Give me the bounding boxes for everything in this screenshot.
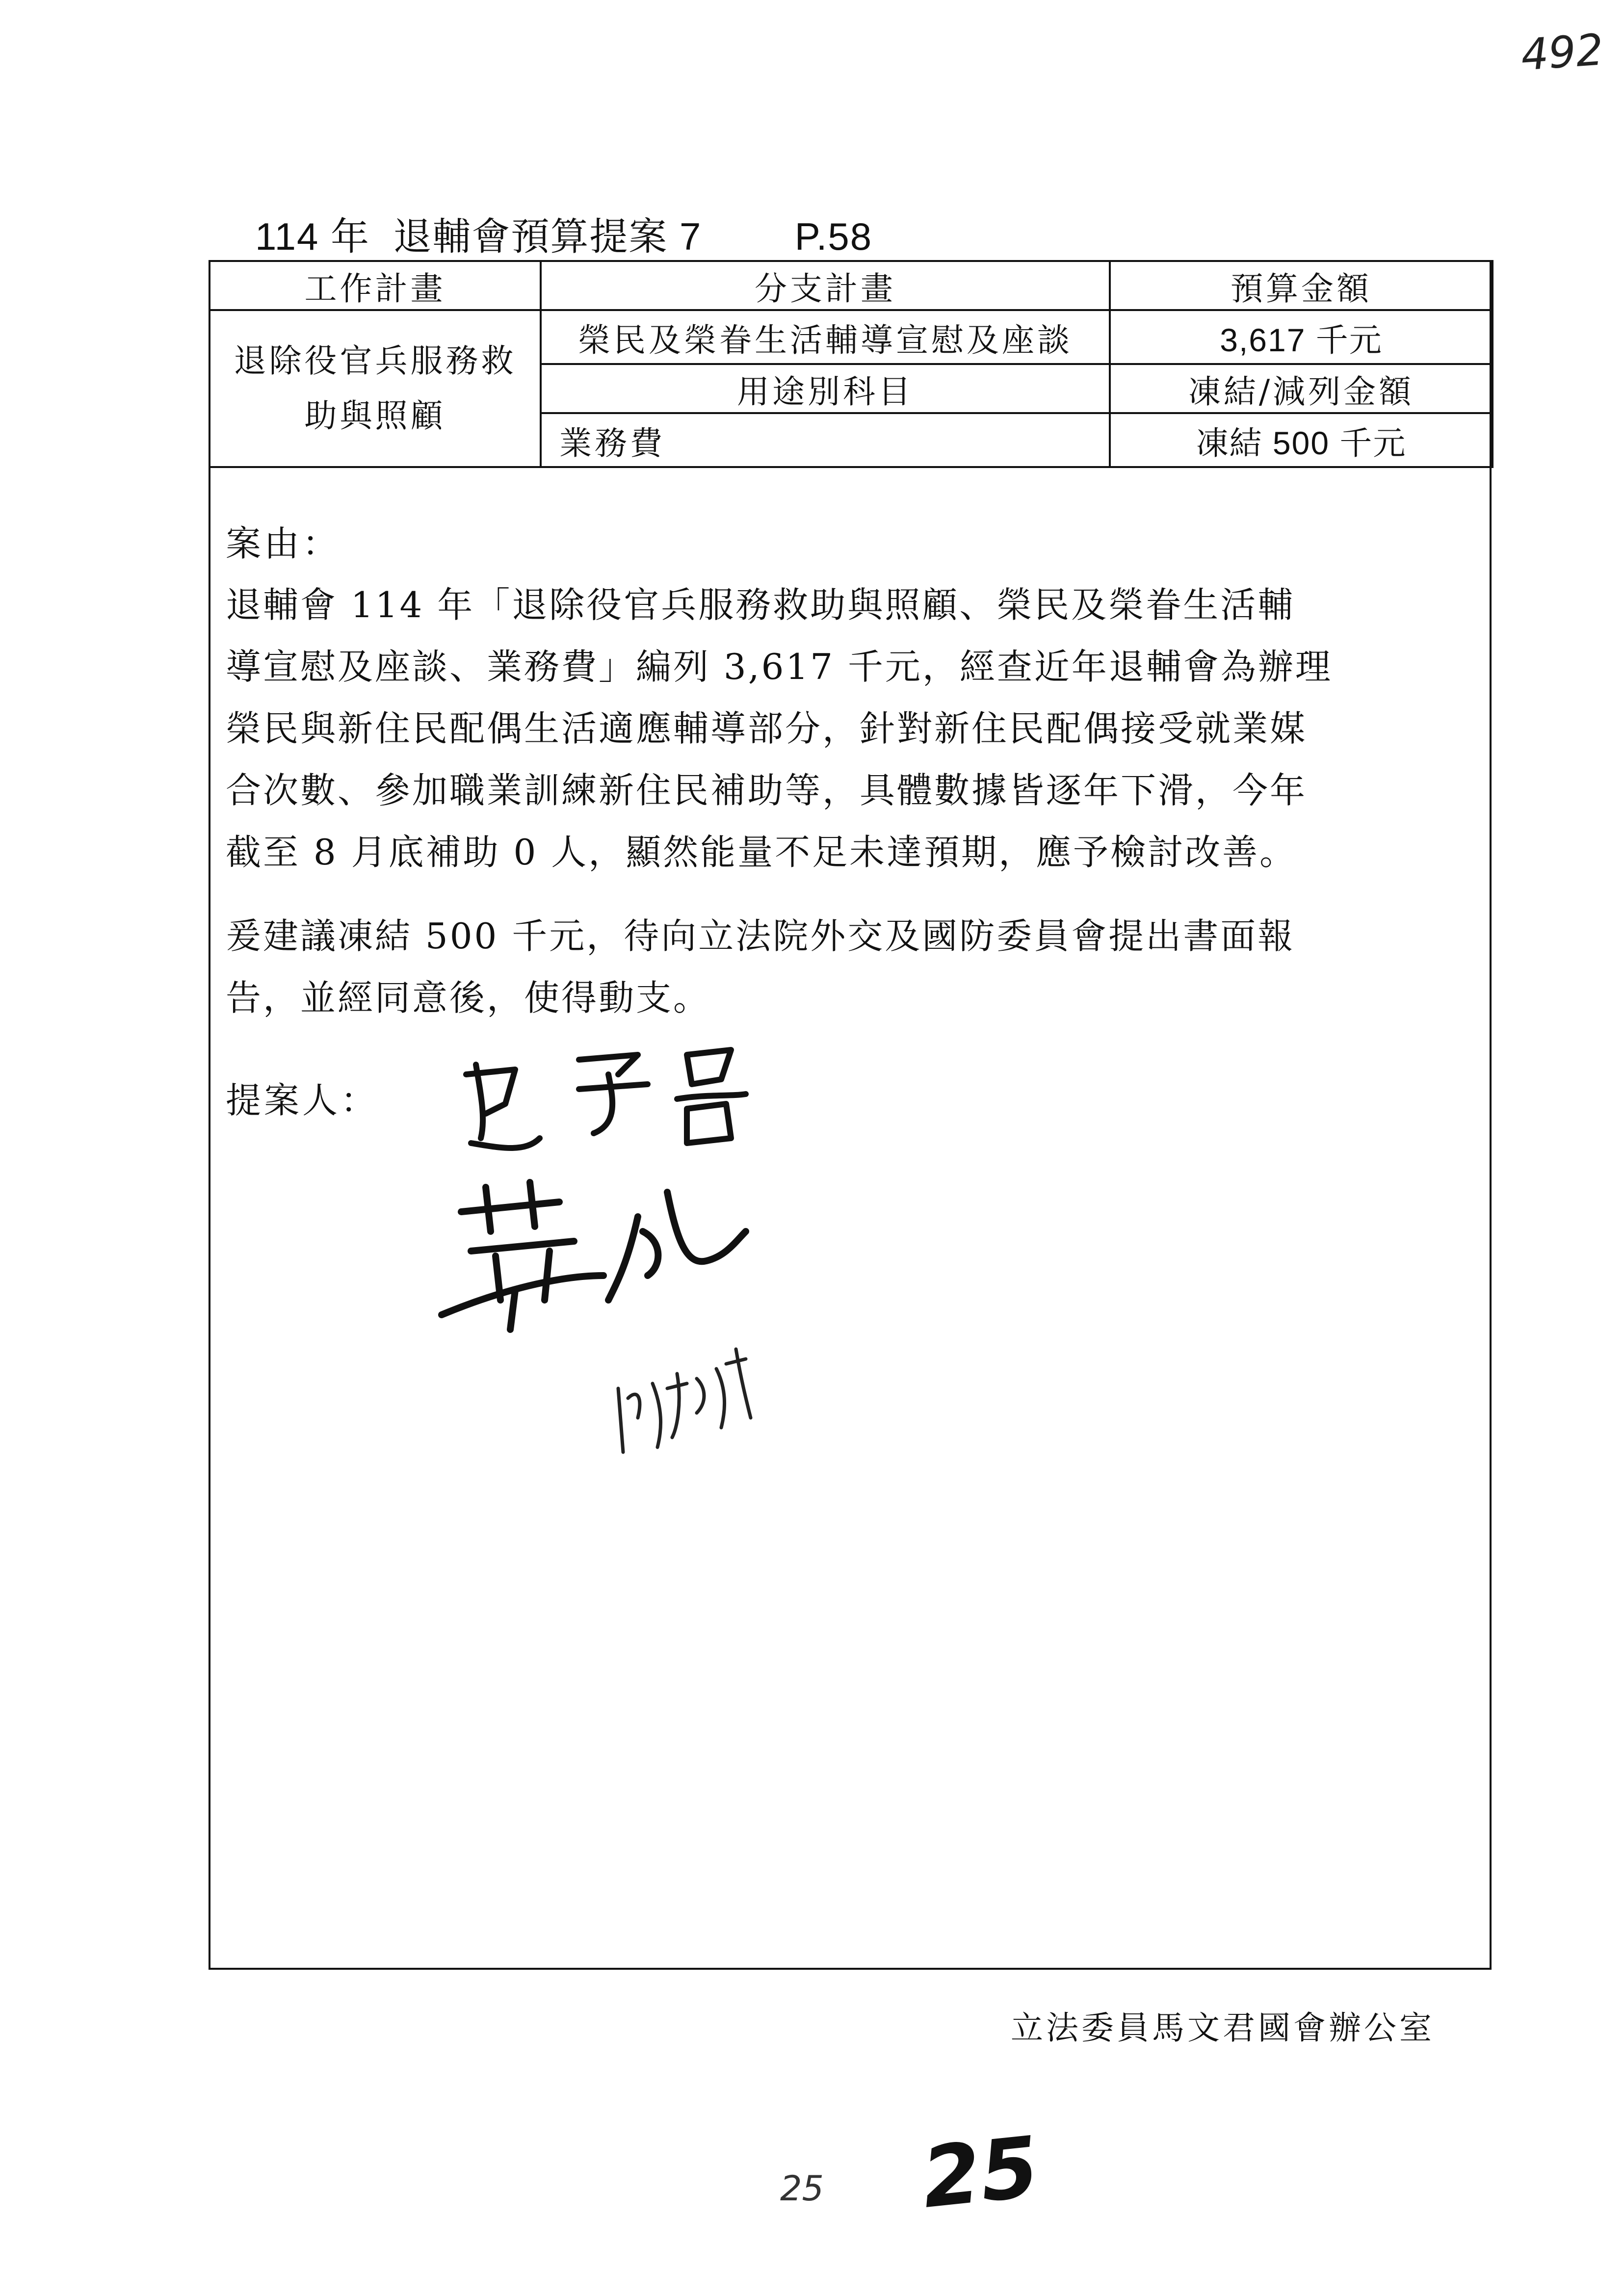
reason-line: 截至 8 月底補助 0 人，顯然能量不足未達預期，應予檢討改善。 [226,832,1297,873]
document-title: 114 年 退輔會預算提案 7 P.58 [255,215,873,258]
page-number-large: 25 [917,2118,1044,2227]
reason-line: 合次數、參加職業訓練新住民補助等，具體數據皆逐年下滑，今年 [226,770,1308,811]
reason-label: 案由： [226,523,341,564]
subject-header: 用途別科目 [541,364,1110,413]
header-branch-plan: 分支計畫 [541,261,1110,310]
reason-line: 退輔會 114 年「退除役官兵服務救助與照顧、榮民及榮眷生活輔 [226,584,1295,626]
office-name: 立法委員馬文君國會辦公室 [1011,2009,1435,2047]
subject-cell: 業務費 [541,413,1110,467]
budget-table [209,260,1493,468]
signature-1 [466,1050,746,1148]
proposal-line: 爰建議凍結 500 千元，待向立法院外交及國防委員會提出書面報 [226,915,1295,957]
freeze-amount-cell: 凍結 500 千元 [1110,413,1493,467]
signature-2 [442,1182,746,1330]
proposer-label: 提案人： [226,1080,379,1121]
branch-plan-cell: 榮民及榮眷生活輔導宣慰及座談 [541,310,1110,364]
work-plan-cell: 退除役官兵服務救助與照顧 [210,310,541,467]
handwritten-page-number: 492 [1519,24,1605,80]
header-budget-amount: 預算金額 [1110,261,1493,310]
reason-line: 榮民與新住民配偶生活適應輔導部分，針對新住民配偶接受就業媒 [226,708,1308,749]
signature-3 [618,1349,751,1452]
proposal-line: 告，並經同意後，使得動支。 [226,977,711,1018]
header-work-plan: 工作計畫 [210,261,541,310]
reason-line: 導宣慰及座談、業務費」編列 3,617 千元，經查近年退輔會為辦理 [226,646,1333,687]
reason-paragraph [226,574,1482,883]
page-number-small: 25 [780,2168,824,2209]
budget-amount-cell: 3,617 千元 [1110,310,1493,364]
handwritten-signatures [432,1045,873,1487]
proposal-paragraph [226,905,1482,1029]
freeze-header: 凍結/減列金額 [1110,364,1493,413]
